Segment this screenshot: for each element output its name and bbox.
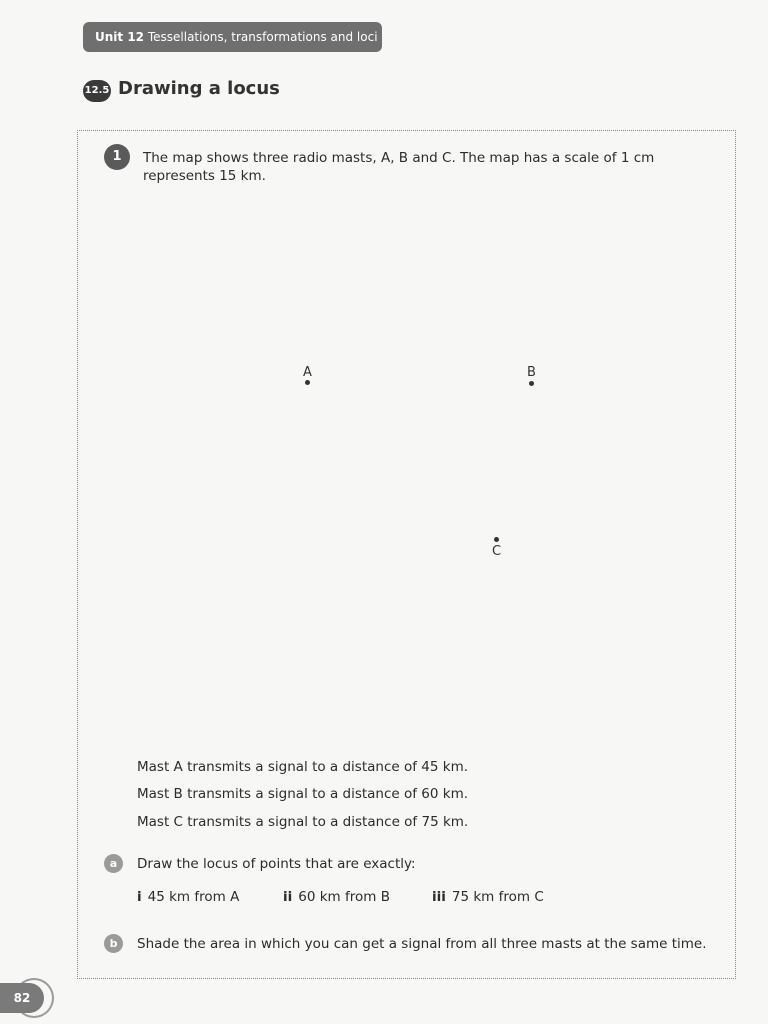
- unit-number: Unit 12: [95, 30, 145, 44]
- mast-a-point: [305, 380, 310, 385]
- item-i-text: 45 km from A: [147, 889, 240, 905]
- part-b-text: Shade the area in which you can get a signal from all three masts at the same time.: [137, 936, 707, 952]
- part-a-item-i: [137, 889, 239, 905]
- item-iii-text: 75 km from C: [451, 889, 544, 905]
- page-number: 82: [0, 983, 44, 1013]
- mast-c-label: C: [492, 544, 502, 559]
- numeral-iii: iii: [432, 889, 446, 905]
- section-number-badge: 12.5: [83, 80, 111, 102]
- map: [140, 190, 660, 730]
- signal-statement-c: Mast C transmits a signal to a distance of 75 km.: [137, 814, 469, 830]
- section-title: Drawing a locus: [118, 78, 280, 99]
- question-text: The map shows three radio masts, A, B and C. The map has a scale of 1 cm represents 15 km.: [143, 150, 655, 184]
- part-a-badge: a: [104, 854, 123, 873]
- mast-b-point: [529, 381, 534, 386]
- question-number-badge: 1: [104, 144, 130, 170]
- unit-header: [83, 22, 382, 52]
- signal-statement-a: Mast A transmits a signal to a distance of 45 km.: [137, 759, 469, 775]
- part-a-item-iii: [432, 889, 544, 905]
- item-ii-text: 60 km from B: [298, 889, 390, 905]
- mast-c-point: [494, 537, 499, 542]
- part-b-badge: b: [104, 934, 123, 953]
- signal-statement-b: Mast B transmits a signal to a distance of 60 km.: [137, 786, 469, 802]
- numeral-i: i: [137, 889, 142, 905]
- part-a-item-ii: [283, 889, 390, 905]
- unit-title: Tessellations, transformations and loci: [147, 30, 378, 44]
- part-a-text: Draw the locus of points that are exactly:: [137, 856, 416, 872]
- numeral-ii: ii: [283, 889, 293, 905]
- mast-a-label: A: [303, 365, 312, 380]
- mast-b-label: B: [527, 365, 536, 380]
